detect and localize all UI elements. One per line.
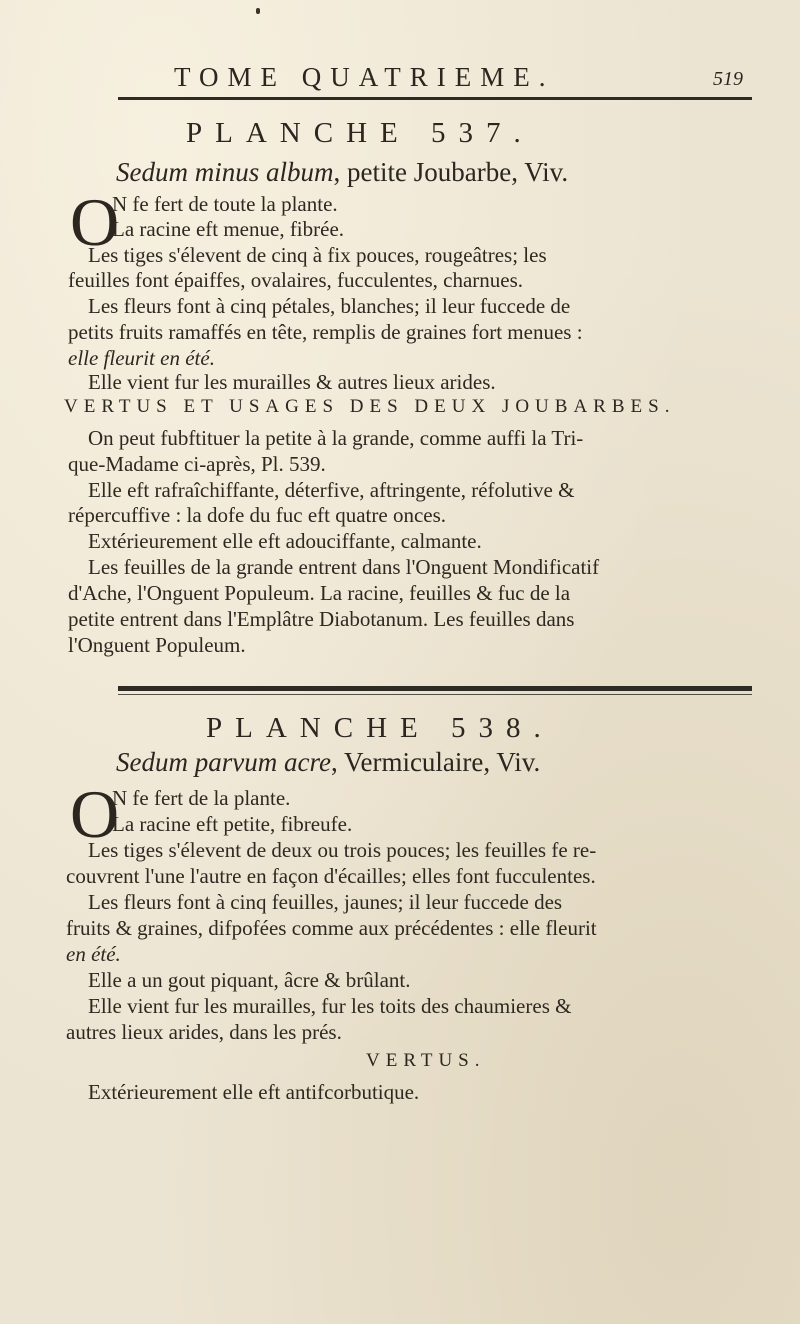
drop-cap: O (70, 776, 120, 852)
text-line: petits fruits ramaffés en tête, remplis de graines fort menues : (68, 320, 583, 344)
plate-heading: PLANCHE 538. (206, 712, 554, 744)
text-line: Elle a un gout piquant, âcre & brûlant. (88, 968, 411, 992)
text-line: Extérieurement elle eft adouciffante, calmante. (88, 529, 482, 553)
text-line: d'Ache, l'Onguent Populeum. La racine, feuilles & fuc de la (68, 581, 571, 605)
text-line: couvrent l'une l'autre en façon d'écailles; elles font fucculentes. (66, 864, 596, 888)
header-rule (118, 97, 752, 100)
text-line: Elle vient fur les murailles & autres lieux arides. (88, 370, 496, 394)
ink-speck (256, 8, 260, 14)
text-line: N fe fert de la plante. (112, 786, 291, 810)
text-line: Extérieurement elle eft antifcorbutique. (88, 1080, 420, 1104)
flowering-note: elle fleurit en été. (68, 346, 215, 370)
section-divider (118, 686, 752, 691)
section-divider-thin (118, 694, 752, 695)
section-heading: VERTUS ET USAGES DES DEUX JOUBARBES. (64, 396, 676, 417)
text-line: Les fleurs font à cinq pétales, blanches; il leur fuccede de (88, 294, 571, 318)
flowering-note: en été. (66, 942, 121, 966)
text-line: que-Madame ci-après, Pl. 539. (68, 452, 326, 476)
text-line: La racine eft petite, fibreufe. (112, 812, 353, 836)
text-line (66, 942, 121, 966)
text-line: Elle eft rafraîchiffante, déterfive, aftringente, réfolutive & (88, 478, 575, 502)
section-heading: VERTUS. (366, 1050, 486, 1071)
drop-cap: O (70, 184, 120, 260)
running-title: TOME QUATRIEME. (174, 62, 555, 92)
common-name: , petite Joubarbe, Viv. (333, 157, 569, 187)
latin-name: Sedum minus album (116, 157, 334, 187)
text-line: répercuffive : la dofe du fuc eft quatre onces. (68, 503, 447, 527)
text-line: petite entrent dans l'Emplâtre Diabotanum. Les feuilles dans (68, 607, 575, 631)
text-line: feuilles font épaiffes, ovalaires, fucculentes, charnues. (68, 268, 524, 292)
text-line: Les tiges s'élevent de cinq à fix pouces, rougeâtres; les (88, 243, 547, 267)
text-line: l'Onguent Populeum. (68, 633, 246, 657)
text-line: Les tiges s'élevent de deux ou trois pouces; les feuilles fe re- (88, 838, 597, 862)
text-line: N fe fert de toute la plante. (112, 192, 338, 216)
common-name: , Vermiculaire, Viv. (330, 747, 541, 777)
text-line: Elle vient fur les murailles, fur les toits des chaumieres & (88, 994, 572, 1018)
text-line: La racine eft menue, fibrée. (112, 217, 345, 241)
page-number: 519 (713, 68, 743, 90)
running-head (0, 62, 800, 96)
text-line: Les feuilles de la grande entrent dans l'Onguent Mondificatif (88, 555, 600, 579)
text-line: Les fleurs font à cinq feuilles, jaunes; il leur fuccede des (88, 890, 563, 914)
latin-name: Sedum parvum acre (116, 747, 331, 777)
text-line (68, 346, 215, 370)
plate-heading: PLANCHE 537. (186, 117, 534, 149)
text-line: fruits & graines, difpofées comme aux précédentes : elle fleurit (66, 916, 597, 940)
text-line: autres lieux arides, dans les prés. (66, 1020, 342, 1044)
plate-title (116, 157, 568, 188)
plate-title (116, 747, 540, 778)
text-line: On peut fubftituer la petite à la grande, comme auffi la Tri- (88, 426, 584, 450)
